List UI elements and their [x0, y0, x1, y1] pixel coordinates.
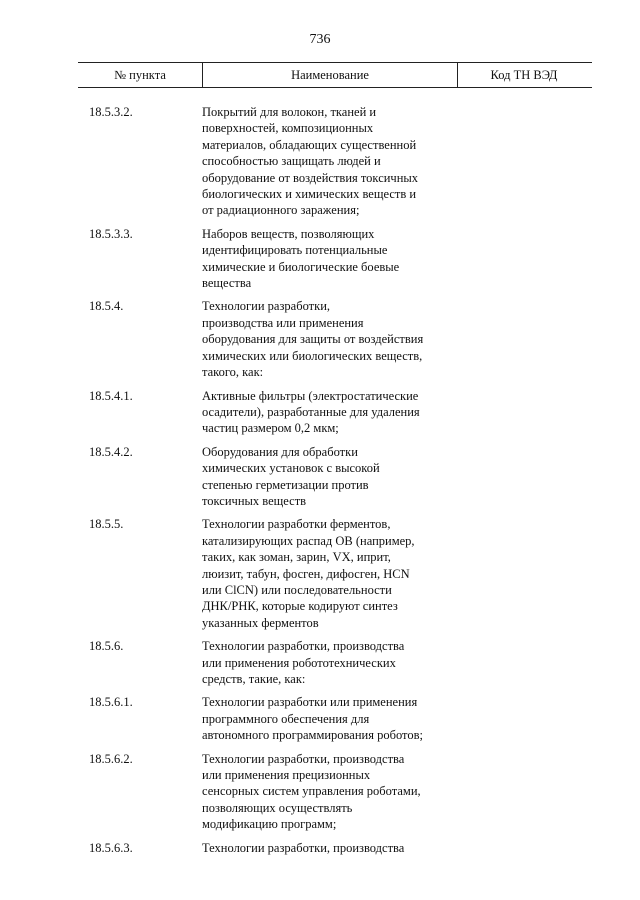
item-number: 18.5.3.2. [89, 105, 133, 119]
item-number: 18.5.6.2. [89, 751, 133, 766]
table-row [0, 444, 640, 510]
item-name: Технологии разработки или применения программного обеспечения для автономного программирования роботов; [202, 695, 423, 743]
item-number: 18.5.3.3. [89, 226, 133, 241]
item-number: 18.5.6. [89, 639, 124, 654]
table-row [0, 694, 640, 743]
table-row [0, 226, 640, 292]
item-name: Покрытий для волокон, тканей и поверхностей, композиционных материалов, обладающих существенной способностью защищать людей и оборудование от воздействия токсичных биологических и химических веществ и от радиационного заражения; [202, 105, 419, 218]
item-name: Технологии разработки, производства или применения робототехнических средств, такие, как: [202, 639, 405, 686]
table-row [0, 751, 640, 833]
item-number: 18.5.5. [89, 517, 124, 532]
item-name: Технологии разработки ферментов, катализирующих распад ОВ (например, таких, как зоман, зарин, VX, иприт, люизит, табун, фосген, дифосген, HCN или ClCN) или последовательности ДНК/РНК, которые кодируют синтез указанных ферментов [202, 517, 415, 630]
table-row [0, 104, 640, 219]
header-item-number: № пункта [114, 68, 166, 82]
table-body [0, 104, 640, 863]
table-row [0, 840, 640, 856]
item-number: 18.5.4.1. [89, 388, 133, 403]
item-number: 18.5.4. [89, 299, 124, 314]
table-row [0, 388, 640, 437]
table-row [0, 516, 640, 631]
table-row [0, 298, 640, 380]
item-name: Наборов веществ, позволяющих идентифицировать потенциальные химические и биологические боевые вещества [202, 226, 400, 291]
item-name: Технологии разработки, производства или применения прецизионных сенсорных систем управления роботами, позволяющих осуществлять модификацию программ; [202, 751, 421, 832]
table-row [0, 638, 640, 687]
header-name: Наименование [202, 63, 458, 87]
header-code: Код ТН ВЭД [490, 68, 558, 82]
page-number: 736 [309, 32, 331, 47]
item-name: Оборудования для обработки химических установок с высокой степенью герметизации против токсичных веществ [202, 444, 380, 508]
item-name: Технологии разработки, производства или применения оборудования для защиты от воздействия химических или биологических веществ, такого, как: [202, 299, 424, 380]
item-name: Активные фильтры (электростатические осадители), разработанные для удаления частиц размером 0,2 мкм; [202, 388, 420, 436]
table-header [78, 62, 592, 88]
item-number: 18.5.6.3. [89, 840, 133, 855]
item-number: 18.5.4.2. [89, 444, 133, 459]
item-number: 18.5.6.1. [89, 695, 133, 710]
item-name: Технологии разработки, производства [202, 840, 405, 855]
